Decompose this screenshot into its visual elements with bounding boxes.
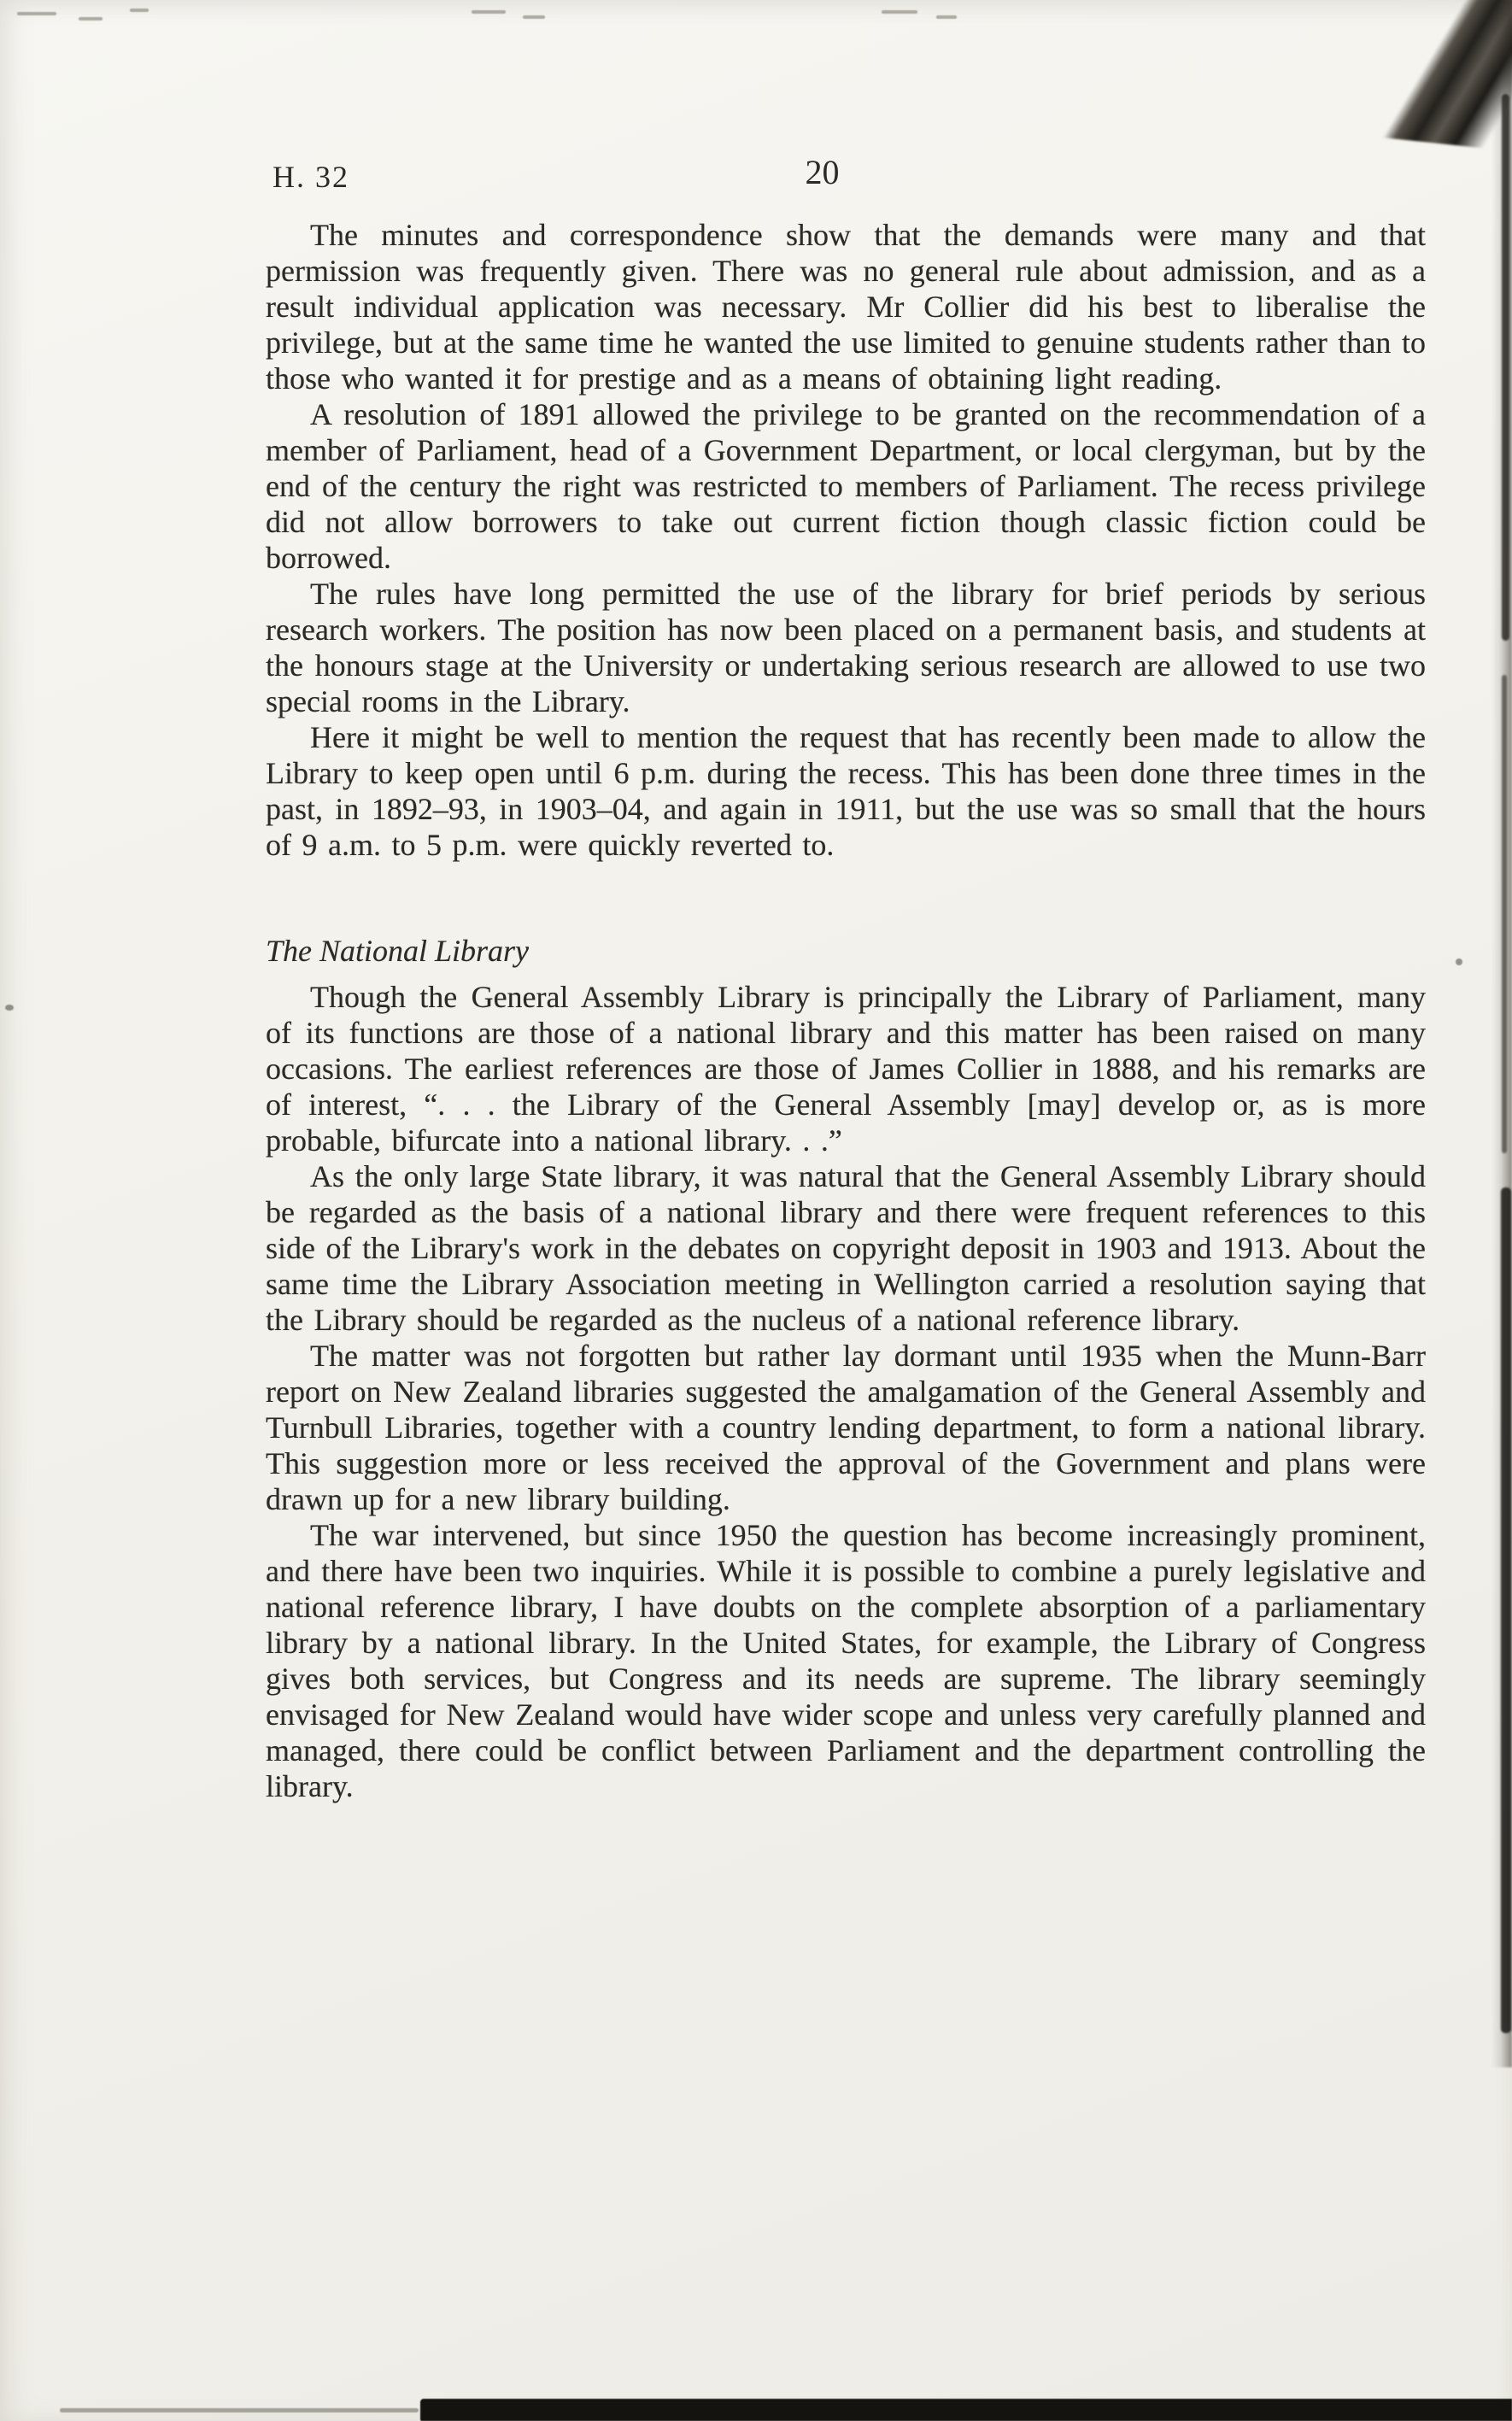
scan-streak-right <box>1502 675 1507 1153</box>
paragraph: The rules have long permitted the use of the library for brief periods by serious research workers. The position has now been placed on a permanent basis, and students at the honours stage at the University or undertaking serious research are allowed to use two special rooms in the Library. <box>266 577 1426 718</box>
scan-dash-mark <box>130 9 149 12</box>
paragraph: A resolution of 1891 allowed the privilege to be granted on the recommendation of a member of Parliament, head of a Government Department, or local clergyman, but by the end of the century the right was restricted to members of Parliament. The recess privilege did not allow borrowers to take out current fiction though classic fiction could be borrowed. <box>266 397 1426 575</box>
scan-dash-mark <box>523 15 545 19</box>
scan-dash-mark <box>936 15 957 19</box>
scan-bar-bottom <box>420 2399 1512 2421</box>
scan-dash-mark <box>17 12 56 15</box>
section-heading: The National Library <box>266 934 530 968</box>
scan-streak-right <box>1502 94 1509 641</box>
paragraph: The minutes and correspondence show that the demands were many and that permission was frequently given. There was no general rule about admission, and as a result individual application was necessary. Mr Collier did his best to liberalise the privilege, but at the same time he wanted the use limited to genuine students rather than to those who wanted it for prestige and as a means of obtaining light reading. <box>266 218 1426 396</box>
scan-speck <box>5 1005 14 1011</box>
page-number: 20 <box>805 153 840 191</box>
paragraph: As the only large State library, it was natural that the General Assembly Library should be regarded as the basis of a national library and there were frequent references to this side of the Library's work in the debates on copyright deposit in 1903 and 1913. About the same time the Library Association meeting in Wellington carried a resolution saying that the Library should be regarded as the nucleus of a national reference library. <box>266 1159 1426 1337</box>
paragraph: Though the General Assembly Library is principally the Library of Parliament, many of its functions are those of a national library and this matter has been raised on many occasions. The earliest references are those of James Collier in 1888, and his remarks are of interest, “. . . the Library of the General Assembly [may] develop or, as is more probable, bifurcate into a national library. . .” <box>266 980 1426 1158</box>
paragraph: The matter was not forgotten but rather lay dormant until 1935 when the Munn-Barr report on New Zealand libraries suggested the amalgamation of the General Assembly and Turnbull Libraries, together with a country lending department, to form a national library. This suggestion more or less received the approval of the Government and plans were drawn up for a new library building. <box>266 1339 1426 1516</box>
paragraph: Here it might be well to mention the request that has recently been made to allow the Library to keep open until 6 p.m. during the recess. This has been done three times in the past, in 1892–93, in 1903–04, and again in 1911, but the use was so small that the hours of 9 a.m. to 5 p.m. were quickly reverted to. <box>266 720 1426 862</box>
page-header <box>266 152 1426 196</box>
scan-line-bottom-left <box>60 2408 419 2412</box>
scan-streak-right <box>1501 1187 1511 2033</box>
report-number: H. 32 <box>273 160 349 194</box>
paragraph: The war intervened, but since 1950 the question has become increasingly prominent, and there have been two inquiries. While it is possible to combine a purely legislative and national reference library, I have doubts on the complete absorption of a parliamentary library by a national library. In the United States, for example, the Library of Congress gives both services, but Congress and its needs are supreme. The library seemingly envisaged for New Zealand would have wider scope and unless very carefully planned and managed, there could be conflict between Parliament and the department controlling the library. <box>266 1518 1426 1803</box>
scan-dash-mark <box>472 10 506 14</box>
page-content <box>266 217 1426 1804</box>
scan-speck <box>1456 958 1462 965</box>
scan-dash-mark <box>79 17 103 21</box>
scan-dash-mark <box>882 10 917 14</box>
